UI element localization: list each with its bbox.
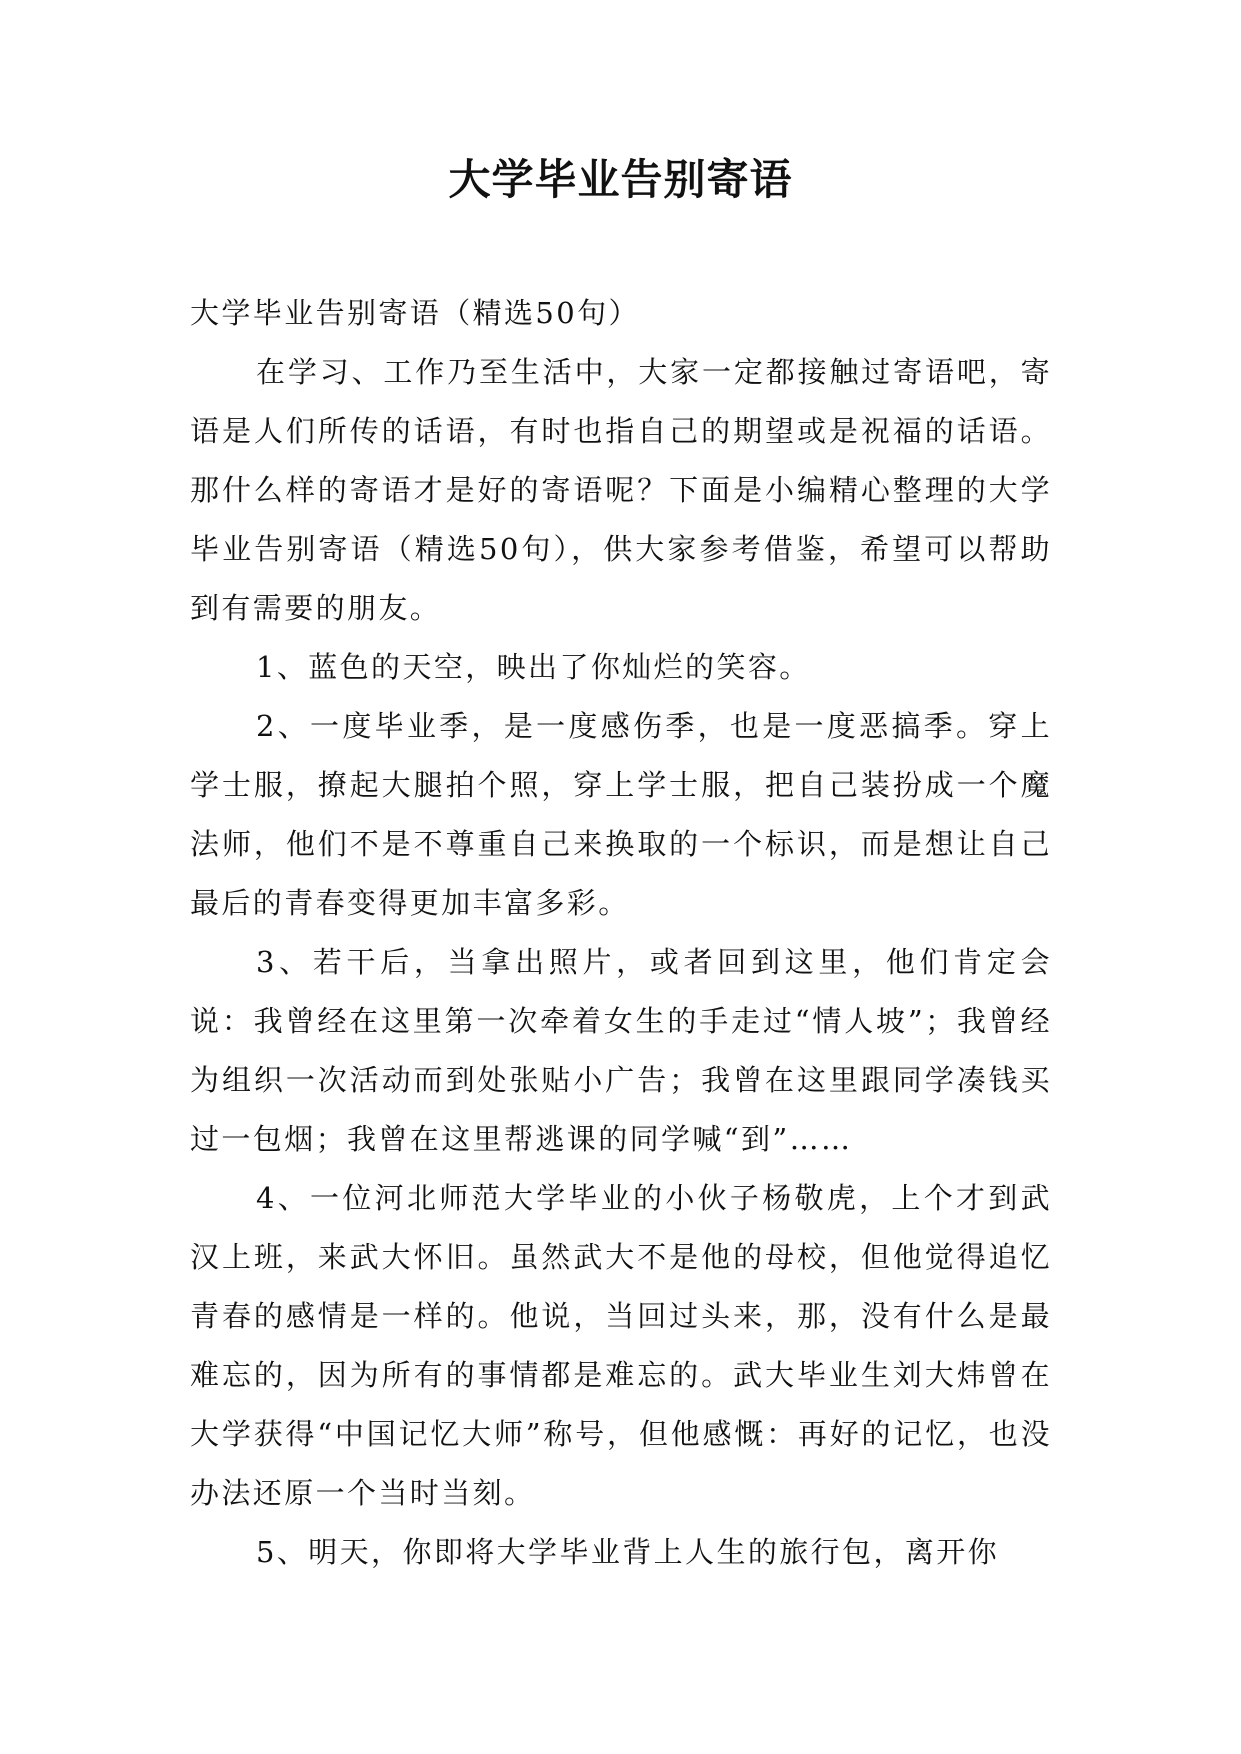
document-body [190,284,1052,1582]
paragraph-item-4: 4、一位河北师范大学毕业的小伙子杨敬虎，上个才到武汉上班，来武大怀旧。虽然武大不是他的母校，但他觉得追忆青春的感情是一样的。他说，当回过头来，那，没有什么是最难忘的，因为所有的事情都是难忘的。武大毕业生刘大炜曾在大学获得“中国记忆大师”称号，但他感慨：再好的记忆，也没办法还原一个当时当刻。 [190,1181,1052,1510]
paragraph-intro: 在学习、工作乃至生活中，大家一定都接触过寄语吧，寄语是人们所传的话语，有时也指自己的期望或是祝福的话语。那什么样的寄语才是好的寄语呢？下面是小编精心整理的大学毕业告别寄语（精选50句），供大家参考借鉴，希望可以帮助到有需要的朋友。 [190,355,1052,625]
paragraph-item-5: 5、明天，你即将大学毕业背上人生的旅行包，离开你 [256,1535,1000,1569]
document-title: 大学毕业告别寄语 [448,155,793,204]
paragraph-item-3: 3、若干后，当拿出照片，或者回到这里，他们肯定会说：我曾经在这里第一次牵着女生的手走过“情人坡”；我曾经为组织一次活动而到处张贴小广告；我曾在这里跟同学凑钱买过一包烟；我曾在这里帮逃课的同学喊“到”…… [190,945,1052,1156]
paragraph-item-1: 1、蓝色的天空，映出了你灿烂的笑容。 [256,650,811,684]
paragraph-item-2: 2、一度毕业季，是一度感伤季，也是一度恶搞季。穿上学士服，撩起大腿拍个照，穿上学士服，把自己装扮成一个魔法师，他们不是不尊重自己来换取的一个标识，而是想让自己最后的青春变得更加丰富多彩。 [190,709,1052,920]
paragraph-subtitle: 大学毕业告别寄语（精选50句） [190,296,640,330]
